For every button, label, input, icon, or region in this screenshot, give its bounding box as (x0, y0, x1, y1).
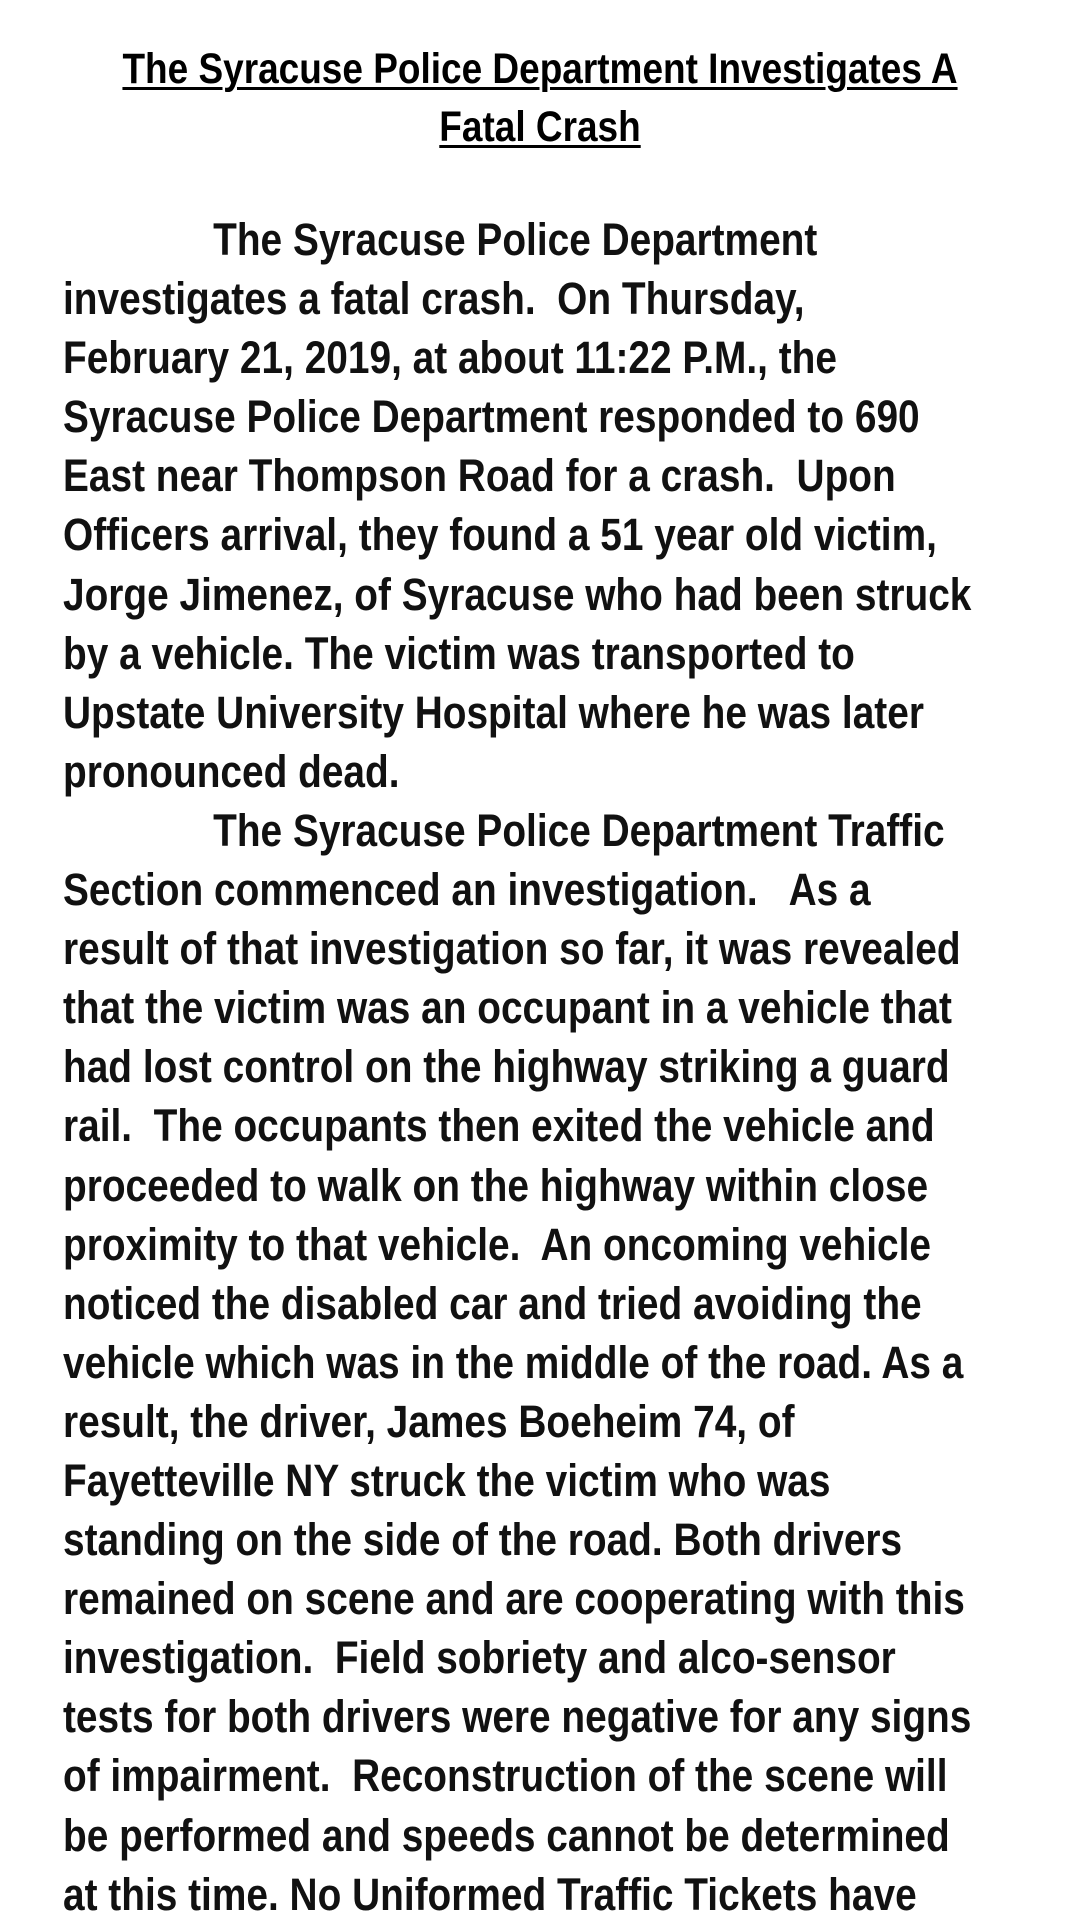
press-release-body (63, 210, 1079, 1920)
body-line: vehicle which was in the middle of the road. As a (63, 1336, 964, 1388)
body-line: pronounced dead. (63, 745, 400, 797)
body-line: proximity to that vehicle. An oncoming vehicle (63, 1218, 932, 1270)
body-line: East near Thompson Road for a crash. Upon (63, 450, 896, 502)
title-line: The Syracuse Police Department Investigates A (122, 45, 958, 93)
title-line: Fatal Crash (439, 103, 641, 151)
body-line: Fayetteville NY struck the victim who was (63, 1454, 831, 1506)
body-line: proceeded to walk on the highway within close (63, 1159, 929, 1211)
body-line: Upstate University Hospital where he was later (63, 686, 924, 738)
body-line: remained on scene and are cooperating with this (63, 1573, 965, 1625)
body-line: rail. The occupants then exited the vehicle and (63, 1100, 935, 1152)
body-line: standing on the side of the road. Both drivers (63, 1514, 903, 1566)
body-line: investigates a fatal crash. On Thursday, (63, 273, 805, 325)
body-line: February 21, 2019, at about 11:22 P.M., the (63, 332, 837, 384)
body-line: be performed and speeds cannot be determined (63, 1809, 950, 1861)
body-line: result of that investigation so far, it was revealed (63, 923, 961, 975)
body-line: noticed the disabled car and tried avoiding the (63, 1277, 922, 1329)
body-line: tests for both drivers were negative for any signs (63, 1691, 972, 1743)
body-line: at this time. No Uniformed Traffic Tickets have (63, 1868, 917, 1920)
body-line: Jorge Jimenez, of Syracuse who had been struck (63, 568, 972, 620)
body-line: that the victim was an occupant in a vehicle that (63, 982, 952, 1034)
body-line: Section commenced an investigation. As a (63, 864, 871, 916)
body-line: by a vehicle. The victim was transported to (63, 627, 855, 679)
paragraph-1-first-line: The Syracuse Police Department (213, 214, 818, 265)
body-line: of impairment. Reconstruction of the scene will (63, 1750, 948, 1802)
body-line: Officers arrival, they found a 51 year old victim, (63, 509, 937, 561)
page-title (76, 0, 1005, 156)
body-line: Syracuse Police Department responded to 690 (63, 391, 920, 443)
body-line: had lost control on the highway striking a guard (63, 1041, 950, 1093)
paragraph-2-first-line: The Syracuse Police Department Traffic (213, 804, 945, 856)
body-line: investigation. Field sobriety and alco-sensor (63, 1632, 896, 1684)
body-line: result, the driver, James Boeheim 74, of (63, 1395, 795, 1447)
